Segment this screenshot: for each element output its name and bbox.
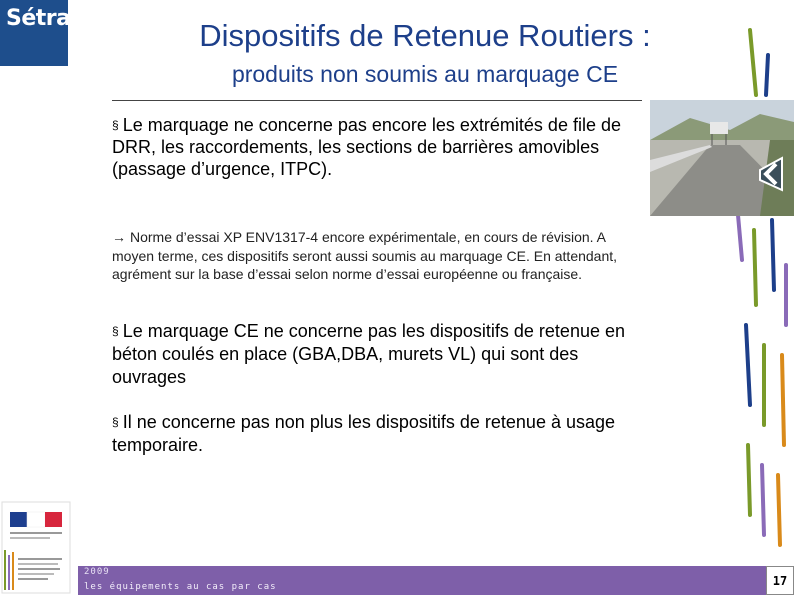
paragraph-text: Le marquage CE ne concerne pas les dispositifs de retenue en béton coulés en place (GBA,DBA, murets VL) qui sont des ouvrages <box>112 321 625 387</box>
setra-logo-text: Sétra <box>6 6 71 31</box>
footer-caption: les équipements au cas par cas <box>84 582 277 592</box>
bullet-icon: § <box>112 324 119 338</box>
paragraph-norme <box>112 228 647 284</box>
footer-year: 2009 <box>84 567 110 577</box>
paragraph-temporaire <box>112 411 647 457</box>
setra-logo <box>0 0 71 66</box>
bullet-icon: § <box>112 415 119 429</box>
page-number: 17 <box>766 566 794 595</box>
paragraph-extremites <box>112 114 647 180</box>
paragraph-text: Norme d’essai XP ENV1317-4 encore expérimentale, en cours de révision. A moyen terme, ces dispositifs seront aussi soumis au marquage CE. En attendant, agrément sur la base d’essai selon norme d’essai européenne ou française. <box>112 229 618 282</box>
slide-title: Dispositifs de Retenue Routiers : <box>199 18 651 53</box>
republique-francaise-logo <box>0 500 72 595</box>
title-divider <box>112 100 642 101</box>
road-barrier-photo <box>650 100 794 216</box>
slide-subtitle: produits non soumis au marquage CE <box>231 61 619 87</box>
bullet-icon: § <box>112 118 119 132</box>
arrow-right-icon: → <box>112 229 126 245</box>
paragraph-text: Il ne concerne pas non plus les dispositifs de retenue à usage temporaire. <box>112 412 616 455</box>
paragraph-beton <box>112 320 647 389</box>
paragraph-text: Le marquage ne concerne pas encore les extrémités de file de DRR, les raccordements, les sections de barrières amovibles (passage d’urgence, ITPC). <box>112 115 621 179</box>
